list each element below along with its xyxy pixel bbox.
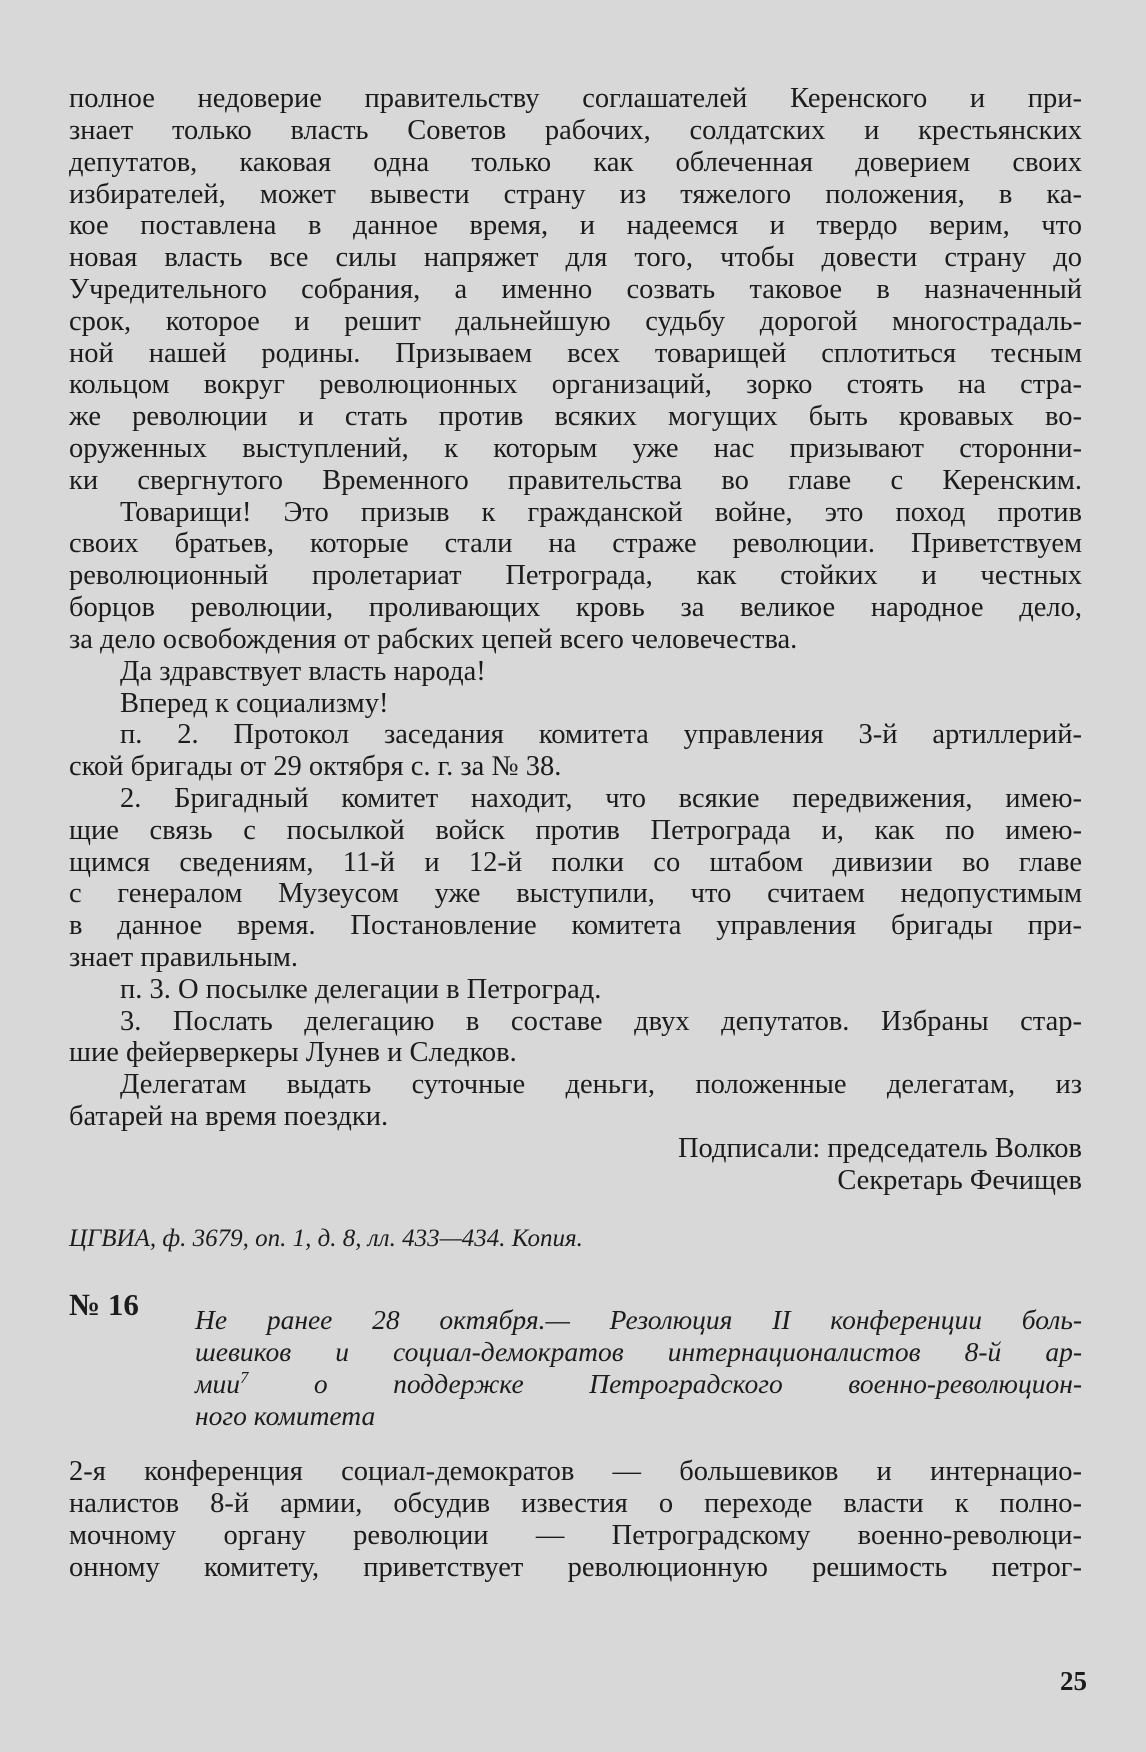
text-line: п. 3. О посылке делегации в Петроград. (120, 974, 602, 1005)
source-reference: ЦГВИА, ф. 3679, оп. 1, д. 8, лл. 433—434. Копия. (69, 1225, 583, 1252)
text-line: Учредительного собрания, а именно созвать таковое в назначенный (69, 274, 1082, 305)
title-text: о поддержке Петроградского военно-революцион- (248, 1368, 1082, 1399)
text-line: знает правильным. (69, 942, 299, 973)
text-line: мочному органу революции — Петроградскому военно-революци- (69, 1520, 1082, 1551)
text-line: знает только власть Советов рабочих, солдатских и крестьянских (69, 115, 1082, 146)
text-line: 2. Бригадный комитет находит, что всякие передвижения, имею- (120, 783, 1082, 814)
text-line: с генералом Музеусом уже выступили, что считаем недопустимым (69, 878, 1082, 909)
text-line: кое поставлена в данное время, и надеемся и твердо верим, что (69, 210, 1082, 241)
text-line: ной нашей родины. Призываем всех товарищей сплотиться тесным (69, 338, 1082, 369)
document-title-line (195, 1368, 1082, 1400)
text-line: новая власть все силы напряжет для того, чтобы довести страну до (69, 242, 1082, 273)
text-line: шие фейерверкеры Лунев и Следков. (69, 1037, 517, 1068)
text-line: п. 2. Протокол заседания комитета управления 3-й артиллерий- (120, 719, 1082, 750)
text-line: батарей на время поездки. (69, 1101, 389, 1132)
text-line: своих братьев, которые стали на страже революции. Приветствуем (69, 528, 1082, 559)
text-line: щимся сведениям, 11-й и 12-й полки со штабом дивизии во главе (69, 847, 1082, 878)
document-title-line: шевиков и социал-демократов интернационалистов 8-й ар- (195, 1336, 1082, 1367)
signature-line: Подписали: председатель Волков (677, 1133, 1082, 1164)
document-title-line: Не ранее 28 октября.— Резолюция II конференции боль- (195, 1304, 1082, 1335)
signature-line: Секретарь Фечищев (837, 1165, 1082, 1196)
text-line: кольцом вокруг революционных организаций, зорко стоять на стра- (69, 369, 1082, 400)
text-line: Товарищи! Это призыв к гражданской войне, это поход против (120, 497, 1082, 528)
text-line: за дело освобождения от рабских цепей всего человечества. (69, 624, 798, 655)
document-number: № 16 (69, 1287, 139, 1322)
text-line: онному комитету, приветствует революционную решимость петрог- (69, 1552, 1082, 1583)
text-line: полное недоверие правительству соглашателей Керенского и при- (69, 83, 1082, 114)
document-title-line: ного комитета (195, 1400, 376, 1431)
footnote-marker: 7 (240, 1367, 249, 1387)
page-number: 25 (1060, 1666, 1087, 1696)
text-line: Делегатам выдать суточные деньги, положенные делегатам, из (120, 1069, 1082, 1100)
text-line: щие связь с посылкой войск против Петрограда и, как по имею- (69, 815, 1082, 846)
text-line: 3. Послать делегацию в составе двух депутатов. Избраны стар- (120, 1006, 1082, 1037)
text-line: срок, которое и решит дальнейшую судьбу дорогой многострадаль- (69, 306, 1082, 337)
text-line: налистов 8-й армии, обсудив известия о переходе власти к полно- (69, 1488, 1082, 1519)
text-line: депутатов, каковая одна только как облеченная доверием своих (69, 147, 1082, 178)
text-line: ской бригады от 29 октября с. г. за № 38. (69, 751, 562, 782)
text-line: Вперед к социализму! (120, 688, 389, 719)
text-line: же революции и стать против всяких могущих быть кровавых во- (69, 401, 1082, 432)
text-line: Да здравствует власть народа! (120, 656, 486, 687)
text-line: 2-я конференция социал-демократов — большевиков и интернацио- (69, 1456, 1082, 1487)
text-line: в данное время. Постановление комитета управления бригады при- (69, 910, 1082, 941)
text-line: революционный пролетариат Петрограда, как стойких и честных (69, 560, 1082, 591)
title-word: мии (195, 1368, 241, 1399)
text-line: избирателей, может вывести страну из тяжелого положения, в ка- (69, 179, 1082, 210)
text-line: оруженных выступлений, к которым уже нас призывают сторонни- (69, 433, 1082, 464)
text-line: борцов революции, проливающих кровь за великое народное дело, (69, 592, 1082, 623)
text-line: ки свергнутого Временного правительства во главе с Керенским. (69, 465, 1082, 496)
